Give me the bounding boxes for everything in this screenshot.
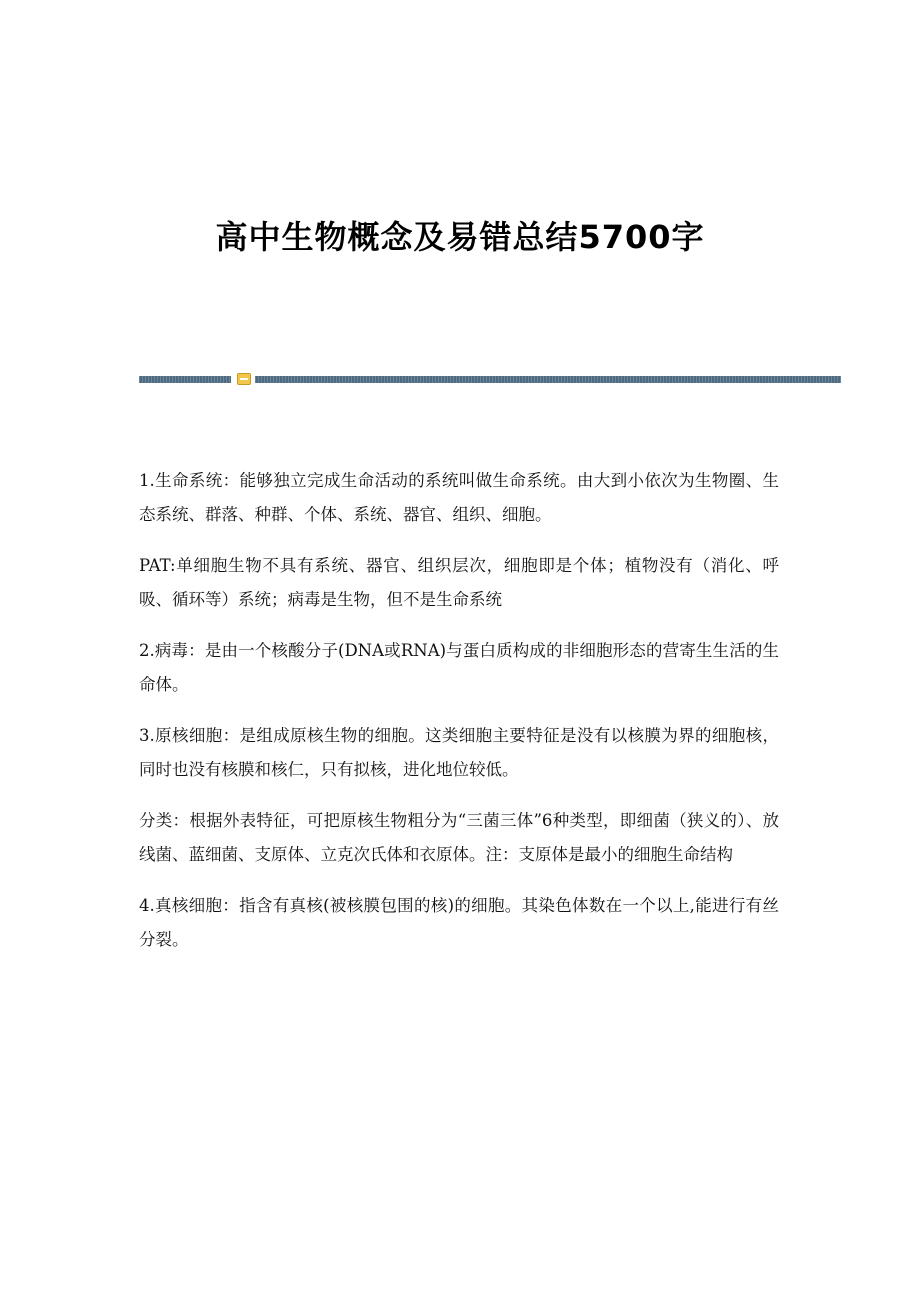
paragraph-classification: 分类：根据外表特征，可把原核生物粗分为“三菌三体”6种类型，即细菌（狭义的）、放线菌、蓝细菌、支原体、立克次氏体和衣原体。注：支原体是最小的细胞生命结构	[139, 811, 779, 864]
divider-bar-right	[255, 376, 841, 383]
paragraph-eukaryotic-cell: 4.真核细胞：指含有真核(被核膜包围的核)的细胞。其染色体数在一个以上,能进行有丝分裂。	[139, 896, 779, 949]
title-divider	[139, 373, 841, 385]
document-body	[139, 464, 779, 974]
paragraph-pat-note: PAT:单细胞生物不具有系统、器官、组织层次，细胞即是个体；植物没有（消化、呼吸、循环等）系统；病毒是生物，但不是生命系统	[139, 556, 779, 609]
paragraph-virus: 2.病毒：是由一个核酸分子(DNA或RNA)与蛋白质构成的非细胞形态的营寄生生活的生命体。	[139, 641, 779, 694]
paragraph-prokaryotic-cell: 3.原核细胞：是组成原核生物的细胞。这类细胞主要特征是没有以核膜为界的细胞核，同时也没有核膜和核仁，只有拟核，进化地位较低。	[139, 726, 779, 779]
paragraph-life-system: 1.生命系统：能够独立完成生命活动的系统叫做生命系统。由大到小依次为生物圈、生态系统、群落、种群、个体、系统、器官、组织、细胞。	[139, 471, 779, 524]
document-title: 高中生物概念及易错总结5700字	[215, 218, 705, 256]
divider-bar-left	[139, 376, 231, 383]
divider-emblem-icon	[237, 373, 251, 385]
